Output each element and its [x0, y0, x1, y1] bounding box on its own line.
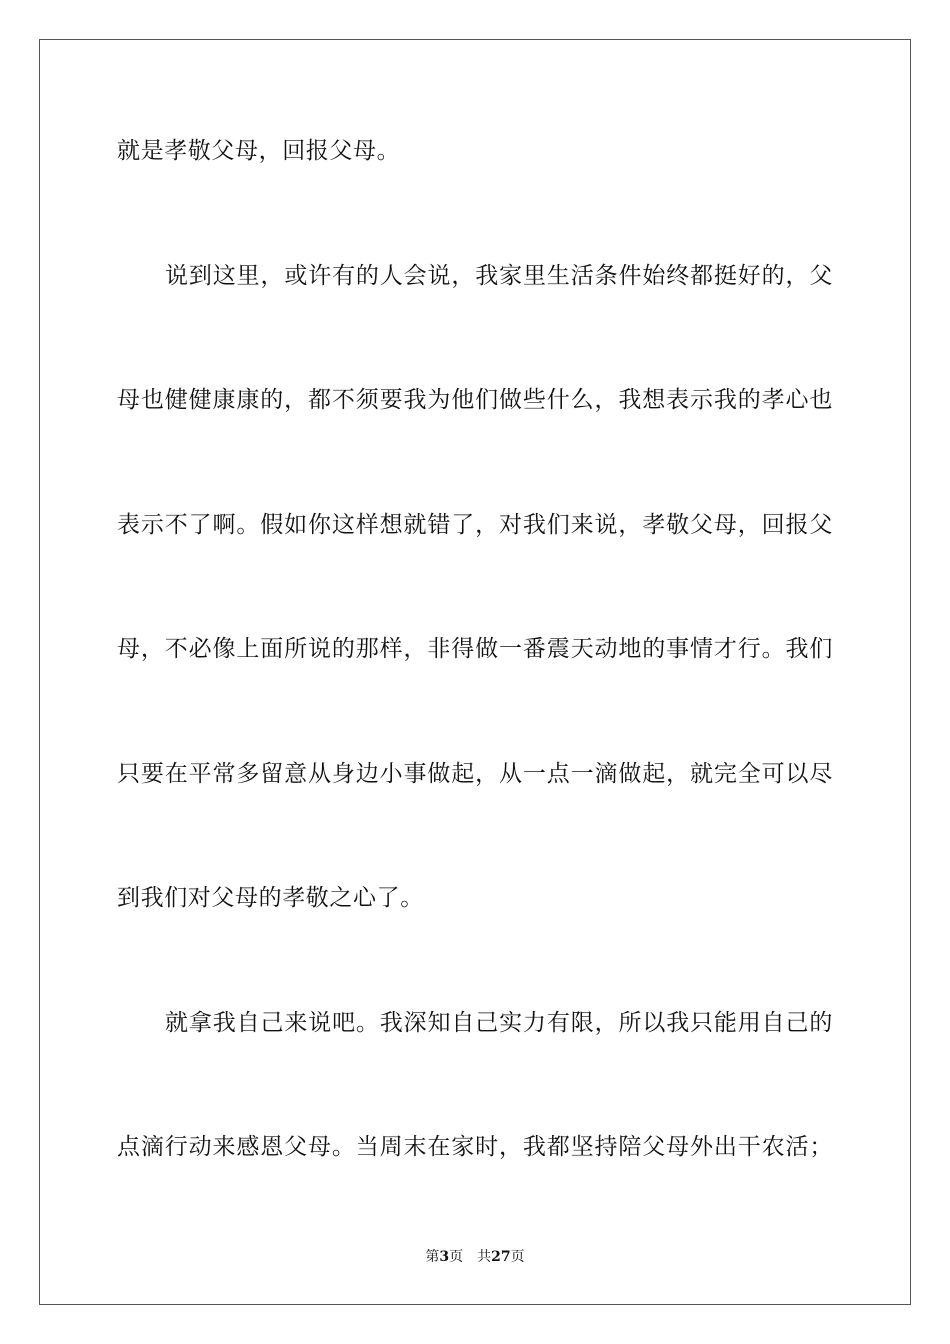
total-suffix: 页 [510, 1249, 525, 1265]
text-line-8: 就拿我自己来说吧。我深知自己实力有限，所以我只能用自己的 [165, 1010, 833, 1036]
text-line-7: 到我们对父母的孝敬之心了。 [117, 885, 424, 911]
page-suffix: 页 [449, 1249, 464, 1265]
total-prefix: 共 [477, 1249, 492, 1265]
text-line-2: 说到这里，或许有的人会说，我家里生活条件始终都挺好的，父 [165, 263, 833, 289]
text-line-1: 就是孝敬父母，回报父母。 [117, 138, 401, 164]
page-prefix: 第 [425, 1249, 440, 1265]
text-line-9: 点滴行动来感恩父母。当周末在家时，我都坚持陪父母外出干农活； [117, 1134, 833, 1160]
page-number: 3 [439, 1249, 450, 1265]
text-line-5: 母，不必像上面所说的那样，非得做一番震天动地的事情才行。我们 [117, 636, 833, 662]
text-line-6: 只要在平常多留意从身边小事做起，从一点一滴做起，就完全可以尽 [117, 761, 833, 787]
page-border [39, 39, 911, 1305]
page-footer [0, 1248, 950, 1266]
text-line-4: 表示不了啊。假如你这样想就错了，对我们来说，孝敬父母，回报父 [117, 512, 833, 538]
text-line-3: 母也健健康康的，都不须要我为他们做些什么，我想表示我的孝心也 [117, 387, 833, 413]
total-pages: 27 [491, 1249, 511, 1265]
